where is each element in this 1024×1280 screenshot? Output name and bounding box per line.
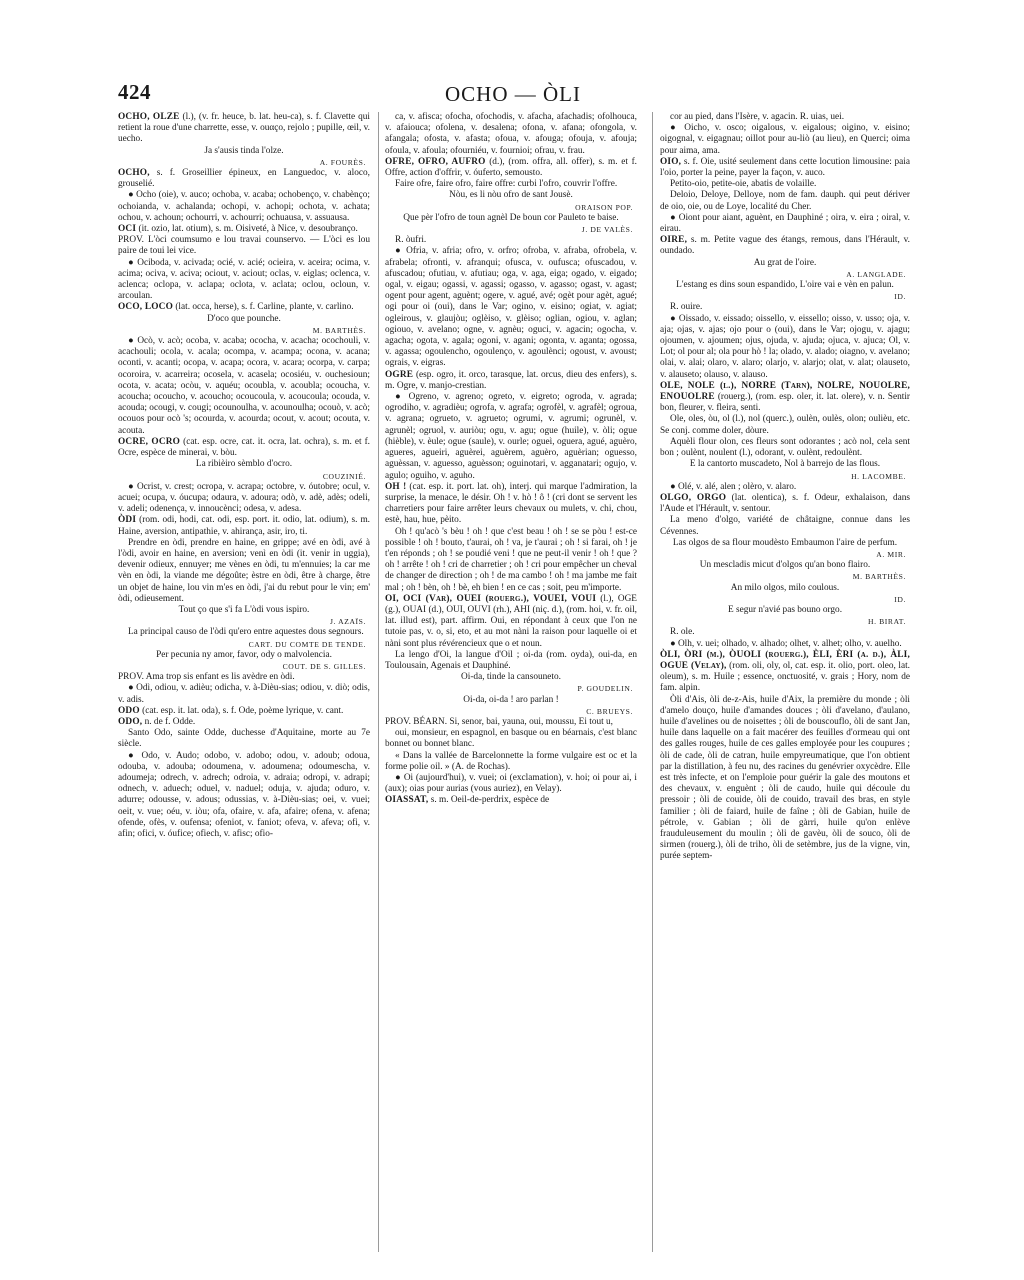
entry-text: Santo Odo, sainte Odde, duchesse d'Aquitaine, morte au 7e siècle.	[118, 728, 370, 750]
entry-text: s. m. Oeil-de-perdrix, espèce de	[428, 795, 550, 806]
dictionary-entry	[118, 302, 370, 313]
entry-text: ● Odo, v. Audo; odobo, v. adobo; odou, v. adoub; odoua, odouba, v. adouba; odoumena, v. adoumena; odoumescha, v. adoumeja; odrech, v. adrech; odroia, v. adraia; odropi, v. adrapi; odnech, v. aduech; oduel, v. naduel; oduja, v. ajuda; oduro, v. adurre; odousse, v. adous; odussias, v. à-Dièu-sias; oei, v. vuei; oeit, v. vue; oéu, v. iòu; ofa, ofaire, v. afa, afaire; ofena, v. afena; ofende, ofès, v. oufensa; ofeniot, v. faniot; ofeva, v. afeva; ofi, v. afin; ofici, v. óufice; ofiech, v. afisc; ofio-	[118, 750, 370, 839]
citation-author: A. MIR.	[876, 549, 906, 559]
citation-quote: Tout ço que s'i fa L'òdi vous ispiro.	[178, 604, 310, 615]
dictionary-entry	[118, 717, 370, 728]
dictionary-entry	[118, 437, 370, 459]
dictionary-entry	[660, 627, 910, 638]
entry-text: (l.), (v. fr. heuce, b. lat. heu-ca), s. f. Clavette qui retient la roue d'une charrette, esse, v. ouαço, rejolo ; pupille, œil, v. uecho.	[118, 112, 370, 145]
dictionary-entry	[660, 437, 910, 459]
citation-quote: Oi-da, oi-da ! aro parlan !	[463, 694, 559, 705]
entry-text: ● Ocrist, v. crest; ocropa, v. acrapa; octobre, v. óutobre; ocul, v. acuei; ocupa, v. óucupa; odaura, v. adoura; odò, v. adè, adès; odeli, v. adeli; odenença, v. innoucènci; odesa, v. adesa.	[118, 481, 370, 515]
dictionary-entry	[385, 179, 637, 190]
entry-headword: OCHO, OLZE	[118, 112, 180, 122]
entry-text: Ole, oles, òu, ol (l.), nol (querc.), oulèn, oulès, olon; oulièu, etc. Se conj. comme doler, dòure.	[660, 414, 910, 436]
dictionary-entry	[118, 706, 370, 717]
dictionary-entry	[385, 773, 637, 795]
dictionary-entry	[118, 258, 370, 303]
column-divider	[378, 112, 379, 1252]
dictionary-entry	[118, 751, 370, 841]
entry-text: (esp. ogro, it. orco, tarasque, lat. orcus, dieu des enfers), s. m. Ogre, v. manjo-crestian.	[385, 369, 637, 391]
dictionary-entry	[385, 795, 637, 806]
citation-quote: D'oco que pounche.	[207, 313, 281, 324]
entry-text: ● Oicho, v. osco; oigalous, v. eigalous; oigino, v. eisino; oigognal, v. eigagnau; oillot pour au-liò (au lieu), en Querci; oima pour aima, ama.	[660, 123, 910, 156]
dictionary-entry	[385, 246, 637, 369]
citation-author: A. LANGLADE.	[846, 269, 906, 279]
column-left	[118, 112, 370, 1252]
entry-text: (cat. esp. ocre, cat. it. ocra, lat. ochra), s. m. et f. Ocre, espèce de minerai, v. bòu.	[118, 436, 370, 459]
citation-quote: E la cantorto muscadeto, Nol à barrejo de las flous.	[689, 459, 881, 470]
dictionary-entry	[660, 123, 910, 157]
dictionary-entry	[118, 627, 370, 638]
entry-text: ● Ocho (oie), v. auco; ochoba, v. acaba; ochobenço, v. chabènço; ochoianda, v. achalanda; ochopi, v. achopi; ochota, v. achata; ochou, v. achoun; ochourri, v. achourri; ochuausa, v. assuausa.	[118, 190, 370, 223]
entry-text: La lengo d'Oi, la langue d'Oil ; oi-da (rom. oyda), oui-da, en Toulousain, Agenais et Dauphiné.	[385, 649, 637, 671]
citation-author: ID.	[894, 594, 906, 604]
column-middle	[385, 112, 637, 1252]
citation-author: M. BARTHÈS.	[852, 572, 906, 582]
page-number: 424	[118, 80, 151, 104]
dictionary-entry	[660, 235, 910, 257]
entry-text: (d.), (rom. offra, all. offer), s. m. et f. Offre, action d'offrir, v. óuferto, semousto.	[385, 156, 637, 179]
entry-text: La principal causo de l'òdi qu'ero entre aquestes dous segnours.	[128, 627, 364, 638]
dictionary-entry	[118, 336, 370, 437]
dictionary-entry	[118, 168, 370, 190]
entry-text: ● Olé, v. alé, alen ; olèro, v. alaro.	[670, 481, 797, 492]
dictionary-entry	[118, 190, 370, 224]
entry-text: oui, monsieur, en espagnol, en basque ou en béarnais, c'est blanc bonnet ou bonnet blanc.	[385, 728, 637, 750]
proverb: PROV. Ama trop sis enfant es lis avèdre en òdi.	[118, 672, 295, 683]
citation-quote: Las olgos de sa flour moudèsto Embaumon l'aire de perfum.	[672, 537, 898, 548]
citation-author: H. LACOMBE.	[851, 471, 906, 481]
dictionary-entry	[118, 538, 370, 605]
entry-text: ● Oiont pour aiant, aguènt, en Dauphiné ; oira, v. eira ; oiral, v. eirau.	[660, 212, 910, 235]
citation-author: ORAISON POP.	[575, 202, 633, 212]
entry-headword: OLE, NOLE (l.), NORRE (Tarn), NOLRE, NOUOLRE, ENOUOLRE	[660, 380, 910, 403]
entry-text: (rouerg.), (rom. esp. oler, it. lat. olere), v. n. Sentir bon, fleurer, v. fleira, senti.	[660, 392, 910, 414]
entry-text: La meno d'olgo, variété de châtaigne, connue dans les Cévennes.	[660, 515, 910, 537]
citation-author: J. AZAÏS.	[330, 617, 366, 627]
entry-text: Deloio, Deloye, Delloye, nom de fam. dauph. qui peut dériver de oio, oie, ou de Loye, localité du Cher.	[660, 190, 910, 212]
entry-headword: OH !	[385, 481, 407, 492]
entry-text: ca, v. afisca; ofocha, ofochodis, v. afacha, afachadis; ofolhouca, v. afaiouca; ofolena, v. desalena; ofona, v. afana; ofongola, v. afangala; ofosta, v. afasta; ofoua, v. afouga; ofouja, v. afouja; ofoula, v. afoula; ofourniéu, v. fournioi; ofrau, v. frau.	[385, 112, 637, 156]
entry-text: (it. ozio, lat. otium), s. m. Oisiveté, à Nice, v. desoubrançο.	[136, 224, 358, 235]
entry-headword: OCI	[118, 224, 137, 235]
citation-author: COUT. DE S. GILLES.	[282, 661, 366, 671]
dictionary-entry	[385, 728, 637, 750]
citation-author: H. BIRAT.	[868, 617, 906, 627]
entry-text: Faire ofre, faire ofro, faire offre: curbi l'ofro, couvrir l'offre.	[395, 179, 618, 190]
dictionary-entry	[385, 235, 637, 246]
dictionary-entry	[660, 650, 910, 695]
column-right	[660, 112, 910, 1252]
citation-quote: Per pecunia ny amor, favor, ody o malvolencia.	[156, 649, 332, 660]
dictionary-entry	[660, 515, 910, 537]
dictionary-entry	[385, 751, 637, 773]
entry-text: (lat. occa, herse), s. f. Carline, plante, v. carlino.	[173, 302, 354, 313]
citation-quote: Au grat de l'oire.	[753, 257, 817, 268]
dictionary-entry	[385, 594, 637, 650]
page-title: OCHO — ÒLI	[445, 82, 581, 106]
entry-headword: ODO,	[118, 716, 143, 727]
entry-text: R. òufri.	[395, 235, 427, 246]
entry-text: s. m. Petite vague des étangs, remous, dans l'Hérault, v. oundado.	[660, 235, 910, 257]
entry-text: ● Ogreno, v. agreno; ogreto, v. eigreto; ogroda, v. agrada; ogrodiho, v. agradièu; ogrofa, v. agrafa; ogrofèl, v. agrafèl; ogroua, v. agrana; ogrueto, v. agrueto; ogrumi, v. agrumi; ogrunèl, v. agrunèl; ogruol, v. auriòu; ogu, v. agu; ogue (huile), v. òli; ogue (hièble), v. èule; ogue (saule), v. ourle; ogueì, oguera, agué, aguèro, agueres, agueiri, aguèrei, aguèrem, aguèro, aguèrian; oguesso, aguèssan, v. aguesso, aguèsson; oguinotari, v. agganatari; ogujo, v. agulo; oguiho, v. aguho.	[385, 392, 637, 481]
dictionary-entry	[660, 314, 910, 381]
dictionary-entry	[118, 728, 370, 750]
entry-text: (rom. oli, oly, ol, cat. esp. it. olio, port. oleo, lat. oleum), s. m. Huile ; essence, onctuosité, v. grais ; Hory, nom de fam. alpin.	[660, 660, 910, 694]
entry-headword: OIO,	[660, 156, 682, 167]
dictionary-entry	[660, 302, 910, 313]
citation-quote: La ribièiro sèmblo d'ocro.	[195, 459, 293, 470]
dictionary-entry	[660, 190, 910, 212]
citation-quote: Ja s'ausis tinda l'olze.	[204, 145, 284, 156]
entry-text: n. de f. Odde.	[142, 716, 196, 727]
citation-author: COUZINIÉ.	[322, 471, 366, 481]
dictionary-entry	[385, 482, 637, 527]
entry-headword: OLGO, ORGO	[660, 492, 727, 503]
entry-headword: OFRE, OFRO, AUFRO	[385, 156, 486, 167]
entry-text: ● Oi (aujourd'hui), v. vuei; oi (exclamation), v. hoi; oi pour ai, i (aux); oias pour aurias (vous auriez), en Velay).	[385, 772, 637, 795]
entry-headword: OCO, LOCO	[118, 302, 174, 313]
entry-text: (l.), OGE (g.), OUAI (d.), OUI, OUVI (rh.), AHI (niç. d.), (rom. hoi, v. fr. oil, lat. illud est), part. affirm. Oui, en répondant à ceux que l'on ne tutoie pas, v. o, si, eto, et au mot nàni la raison pour laquelle oi et nàni sont plus révérencieux que o et noun.	[385, 593, 637, 649]
entry-headword: ÒDI	[118, 515, 137, 526]
citation-quote: Nòu, es li nòu ofro de sant Jousè.	[449, 190, 573, 201]
entry-text: « Dans la vallée de Barcelonnette la forme vulgaire est oc et la forme polie oil. » (A. de Rochas).	[385, 750, 637, 772]
dictionary-entry	[660, 213, 910, 235]
entry-text: Prendre en òdi, prendre en haine, en grippe; avé en òdi, avé à l'òdi, avoir en haine, en aversion; venì en òdi (it. venir in uggia), devenir odieux, ennuyer; me vènes en òdi, tu m'ennuies; la car me vèn en òdi, la viande me dégoûte; èstre en òdi, être à charge, être un objet de haine, lou vin m'es en òdi, j'ai du rebut pour le vin; em' òdi, odieusement.	[118, 537, 370, 604]
dictionary-entry	[118, 482, 370, 516]
dictionary-entry	[385, 392, 637, 482]
entry-text: (rom. odi, hodi, cat. odi, esp. port. it. odio, lat. odium), s. m. Haine, aversion, antipathie, v. ahirança, asir, iro, ti.	[118, 515, 370, 537]
column-divider	[652, 112, 653, 1252]
citation-author: P. GOUDELIN.	[577, 684, 633, 694]
entry-text: ● Olh, v. uei; olhado, v. alhado; olhet, v. alhet; olho, v. auelho.	[670, 638, 902, 649]
entry-headword: OGRE	[385, 369, 414, 380]
entry-text: R. ouire.	[670, 302, 703, 313]
dictionary-entry	[385, 112, 637, 157]
entry-text: Òli d'Ais, òli de-z-Ais, huile d'Aix, la première du monde ; òli d'amelo douço, huile d'amandes douces ; òli d'avelano, d'aulano, huile d'avelines ou de noisettes ; òli de bouscouflo, òli de sant Jan, huile dans laquelle on a fait macérer des feuilles d'ormeau qui ont des galles rouges, huile de ces galles employée pour les coupures ; òli de cade, òli de catran, huile empyreumatique, que l'on obtient par la distillation, à feu nu, des racines du genévrier oxycèdre. Elle est très infecte, et on l'emploie pour guérir la gale des moutons et des chevaux, v. enguènt ; òli de caudo, huile qui découle du pressoir ; òli de couide, òli de couido, travail des bras, en style familier ; òli de faiard, huile de faîne ; òli de Gabian, huile de pétrole, v. Gabian ; òli de gàrri, huile qu'on enlève frauduleusement du moulin ; òli de gavèu, òli de souco, òli de sirmen (rouerg.), òli de triho, òli de setèmbre, jus de la vigne, vin, purée septem-	[660, 694, 910, 862]
entry-text: ● Odì, odiou, v. adièu; odicha, v. à-Dièu-sias; odiou, v. diò; odis, v. adis.	[118, 683, 370, 705]
citation-quote: Un mescladis micut d'olgos qu'an bono flairo.	[699, 560, 871, 571]
entry-text: Petito-oio, petite-oie, abatis de volaille.	[670, 179, 817, 190]
proverb: PROV. L'òci coumsumo e lou travai counservo. — L'òci es lou paire de toui lei vice.	[118, 235, 370, 257]
dictionary-entry	[660, 639, 910, 650]
entry-headword: OIASSAT,	[385, 795, 429, 806]
citation-quote: An milo olgos, milo coulous.	[730, 582, 840, 593]
entry-headword: ÒLI, ÒRI (m.), ÒUOLI (rouerg.), ÈLI, ÈRI (a. d.), ÀLI, OGUE (Velay),	[660, 649, 910, 671]
running-head	[118, 80, 908, 110]
entry-text: s. f. Oie, usité seulement dans cette locution limousine: paia l'oio, porter la peine, payer la façon, v. auco.	[660, 156, 910, 179]
citation-author: CART. DU COMTE DE TENDE.	[248, 639, 366, 649]
entry-headword: ODO	[118, 705, 140, 716]
entry-text: (cat. esp. it. port. lat. oh), interj. qui marque l'admiration, la surprise, la menace, le désir. Oh ! v. hò ! ô ! (cri dont se servent les charretiers pour faire arrêter leurs chevaux ou mulets, v. chi, chou, estè, hau, hue, pèito.	[385, 481, 637, 526]
dictionary-entry	[660, 381, 910, 415]
entry-text: Oh ! qu'acò 's bèu ! oh ! que c'est beau ! oh ! se se pòu ! est-ce possible ! oh ! bouto, t'aurai, oh ! va, je t'aurai ; oh ! si farai, oh ! je t'en réponds ; oh ! se poudié veni ! que ne peut-il venir ! oh ! que ? oh ! arrête ! oh ! cri de charretier ; oh ! cri pour empêcher un cheval de changer de direction ; oh ! de ma cambo ! oh ! ma jambe me fait mal ; oh ! bèn, oh ! bè, eh bien ! en ce cas ; soit, peu m'importe.	[385, 526, 637, 593]
dictionary-entry	[118, 224, 370, 235]
citation-author: M. BARTHÈS.	[312, 325, 366, 335]
entry-headword: OCHO,	[118, 168, 150, 179]
dictionary-entry	[660, 112, 910, 123]
entry-text: R. ole.	[670, 627, 695, 638]
dictionary-entry	[118, 683, 370, 705]
entry-headword: OI, OCI (Var), OUEI (rouerg.), VOUEI, VOUI	[385, 593, 597, 604]
entry-headword: OIRE,	[660, 235, 688, 246]
entry-text: ● Ociboda, v. acivada; ocié, v. acié; ocieira, v. aceira; ocima, v. acima; ociva, v. aciva; ociout, v. aciout; oclas, v. eiglas; oclenca, v. aclenca; oclopa, v. aclapa; oclota, v. aclata; oclou, ocloun, v. arcoulan.	[118, 257, 370, 302]
entry-text: ● Ocò, v. acò; ocoba, v. acaba; ococha, v. acacha; ocochouli, v. acachouli; ocola, v. acala; ocompa, v. acampa; ocona, v. acana; oconti, v. acanti; ocopa, v. acapa; ocora, v. acara; ocorpa, v. carpa; ocoroira, v. acarreira; ocosela, v. acasela; ocosiéu, v. ouchesioun; ocota, v. acata; ocòu, v. aquéu; ocoubla, v. acoubla; ocoucha, v. acoucha; ocoucho, v. acoucho; ocoucoula, v. acoucoula; ocouda, v. acouda; ocougi, v. cougi; ocounoulha, v. acounoulha; ocouò, v. acò; ocouos pour ocò 's; ocourda, v. acourda; ocout, v. acout; ocouta, v. acouta.	[118, 336, 370, 436]
dictionary-entry	[385, 370, 637, 392]
dictionary-entry	[660, 414, 910, 436]
dictionary-entry	[660, 482, 910, 493]
entry-headword: OCRE, OCRO	[118, 436, 181, 447]
dictionary-entry	[660, 695, 910, 863]
citation-author: A. FOURÈS.	[319, 157, 366, 167]
entry-text: Aquèli flour olon, ces fleurs sont odorantes ; acò nol, cela sent bon ; oulènt, noulent (l.), odorant, v. oulènt, redoulènt.	[660, 436, 910, 459]
dictionary-entry	[385, 527, 637, 594]
entry-text: ● Oissado, v. eissado; oissello, v. eissello; oisso, v. usso; oja, v. aja; ojas, v. ajas; ojo pour o (oui), dans le Var; ojogu, v. ajagu; ojoumen, v. ajoumen; ojus, ojuda, v. ajuda; ojuca, v. ajuca; Ol, v. Lot; ol pour al; ola pour hò ! la; olado, v. alado; oiagno, v. avelano; olai, v. alai; olaro, v. alaro; olarjo, v. alarjo; olat, v. alat; olauseto, v. alauseto; olauso, v. alauso.	[660, 313, 910, 380]
entry-text: (cat. esp. it. lat. oda), s. f. Ode, poème lyrique, v. cant.	[139, 705, 344, 716]
entry-text: (lat. olentica), s. f. Odeur, exhalaison, dans l'Aude et l'Hérault, v. sentour.	[660, 492, 910, 515]
citation-quote: L'estang es dins soun espandido, L'oire vai e vèn en palun.	[676, 280, 894, 291]
proverb: PROV. BÉARN. Si, senor, bai, yauna, oui, moussu, Ei tout u,	[385, 716, 614, 727]
citation-quote: Oi-da, tinde la cansouneto.	[461, 672, 561, 683]
dictionary-entry	[660, 179, 910, 190]
dictionary-entry	[385, 650, 637, 672]
citation-author: J. DE VALÈS.	[581, 225, 633, 235]
entry-text: cor au pied, dans l'Isère, v. agacin. R. uias, uei.	[670, 112, 845, 122]
dictionary-entry	[385, 157, 637, 179]
dictionary-entry	[660, 493, 910, 515]
entry-text: ● Ofria, v. afria; ofro, v. orfro; ofroba, v. afraba, ofrobela, v. afrabela; ofronti, v. afranqui; ofusca, v. oufusca; ofuscadou, v. afuscadou; ofutiau, v. afutiau; oga, v. aga, eiga; ogado, v. eigado; ogal, v. eigau; ogassi, v. agassi; ogasso, v. agasso; ogast, v. agast; ogent pour agent, aguènt; ogere, v. agué, avé; ogèt pour agèt, agué; ogi pour oi (oui), dans le Var; ogino, v. eisino; ogiat, v. agiat; ogleirous, v. glaujòu; oglèiso, v. glèiso; oglian, ogiou, v. aglan; ogiouo, v. avelano; ogne, v. agnèu; oguci, v. agacin; ogocha, v. agacha; ogota, v. agala; ogoni, v. agani; ogonta, v. aganta; ogossa, v. agassa; ogoulencho, ogoulenço, v. agoulènci; ogoust, v. avoust; ograis, v. eigras.	[385, 246, 637, 369]
citation-quote: E segur n'avié pas bouno orgo.	[727, 604, 843, 615]
citation-quote: Que pèr l'ofro de toun agnèl De boun cor Pauleto te baise.	[403, 212, 619, 223]
citation-author: C. BRUEYS.	[586, 706, 633, 716]
dictionary-entry	[660, 157, 910, 179]
dictionary-entry	[118, 515, 370, 537]
citation-author: ID.	[894, 292, 906, 302]
entry-text: s. f. Groseillier épineux, en Languedoc, v. aloco, grouselié.	[118, 168, 370, 190]
dictionary-entry	[118, 112, 370, 146]
